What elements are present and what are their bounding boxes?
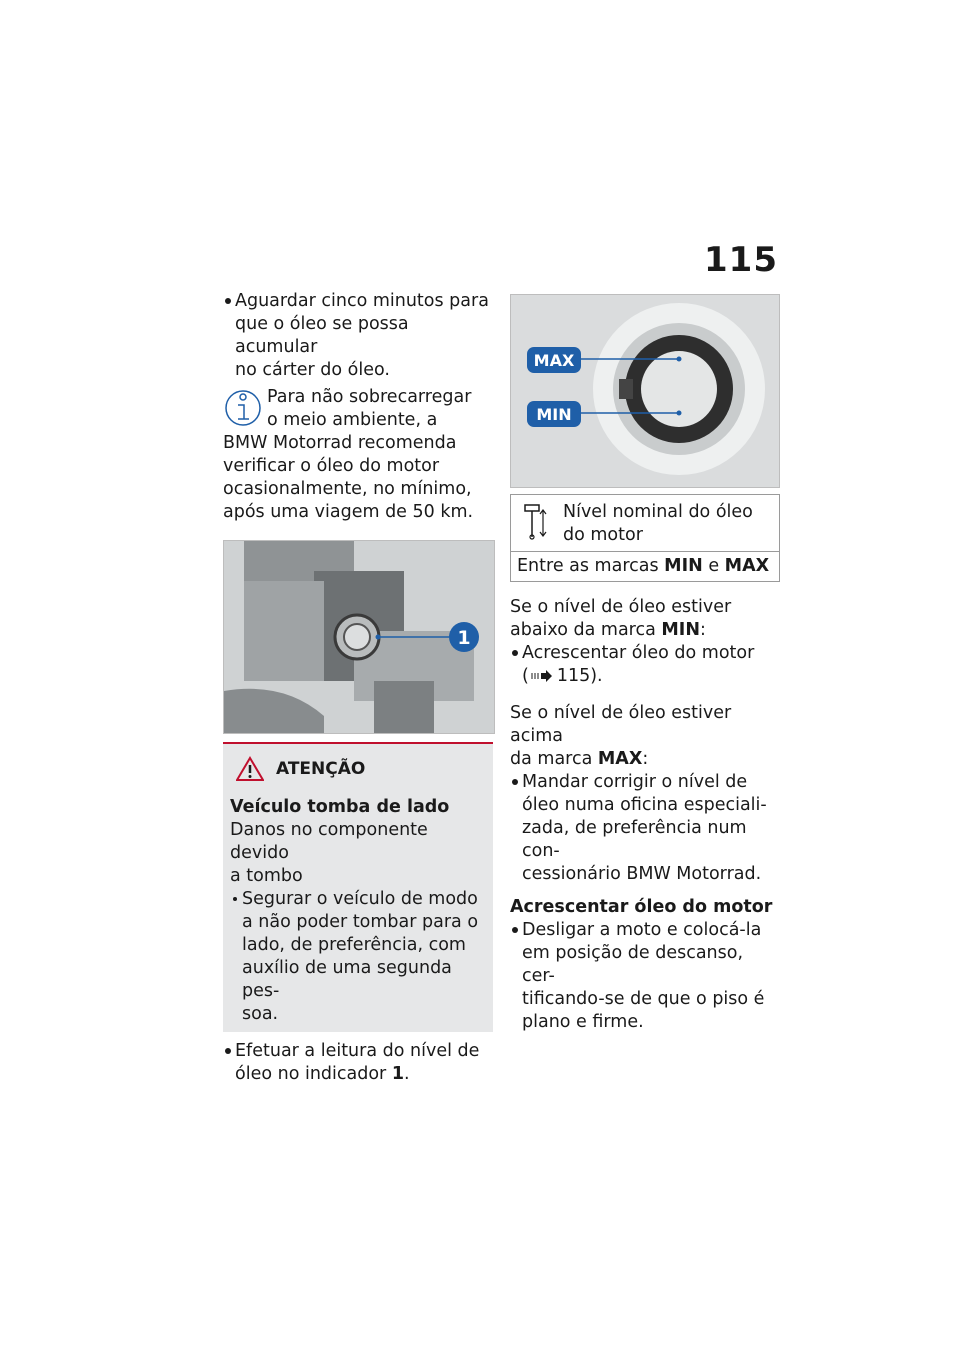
min-label: MIN xyxy=(536,405,572,424)
warning-triangle-icon xyxy=(236,756,264,782)
callout-1: 1 xyxy=(457,627,471,649)
warning-bullet: Segurar o veículo de modo a não poder tombar para o lado, de preferência, com auxílio de uma segunda pes- soa. xyxy=(230,888,486,1026)
spec-value: Entre as marcas MIN e MAX xyxy=(517,556,770,576)
info-icon xyxy=(223,386,263,430)
below-min-paragraph: Se o nível de óleo estiver abaixo da marca MIN: xyxy=(510,597,732,640)
step-wait: Aguardar cinco minutos para que o óleo se possa acumular no cárter do óleo. xyxy=(223,290,495,382)
sight-glass-illustration xyxy=(511,295,779,487)
warning-box: ATENÇÃO Veículo tomba de lado Danos no componente devido a tombo Segurar o veículo de modo a não poder tombar para o lado, de preferência, com auxílio de uma segunda pes- soa. xyxy=(223,742,493,1032)
right-column xyxy=(510,290,780,1034)
page-reference-link[interactable]: 115). xyxy=(556,666,603,686)
page-number: 115 xyxy=(704,240,778,280)
left-column xyxy=(223,290,495,1086)
engine-illustration xyxy=(224,541,494,733)
dipstick-icon xyxy=(517,501,549,541)
engine-indicator-photo xyxy=(223,540,495,734)
section-heading-add-oil: Acrescentar óleo do motor xyxy=(510,897,773,917)
warning-title: Veículo tomba de lado xyxy=(230,797,450,817)
step-add-oil-ref: Acrescentar óleo do motor ( 115). xyxy=(510,642,780,688)
oil-level-spec-table: Nível nominal do óleo do motor Entre as marcas MIN e MAX xyxy=(510,494,780,582)
environment-note: Para não sobrecarregar o meio ambiente, a BMW Motorrad recomenda verificar o óleo do motor ocasionalmente, no mínimo, após uma viagem de 50 km. xyxy=(223,387,474,522)
arrow-reference-icon xyxy=(531,670,553,682)
step-correct-level: Mandar corrigir o nível de óleo numa oficina especiali- zada, de preferência num con- cessionário BMW Motorrad. xyxy=(510,771,780,886)
max-label: MAX xyxy=(533,351,575,370)
warning-label: ATENÇÃO xyxy=(276,758,366,779)
oil-sight-glass-photo xyxy=(510,294,780,488)
step-park-motorcycle: Desligar a moto e colocá-la em posição de descanso, cer- tificando-se de que o piso é plano e firme. xyxy=(510,919,780,1034)
above-max-paragraph: Se o nível de óleo estiver acima da marca MAX: xyxy=(510,703,732,769)
spec-title: Nível nominal do óleo xyxy=(563,502,753,522)
step-read-level: Efetuar a leitura do nível de óleo no indicador 1. xyxy=(223,1040,495,1086)
